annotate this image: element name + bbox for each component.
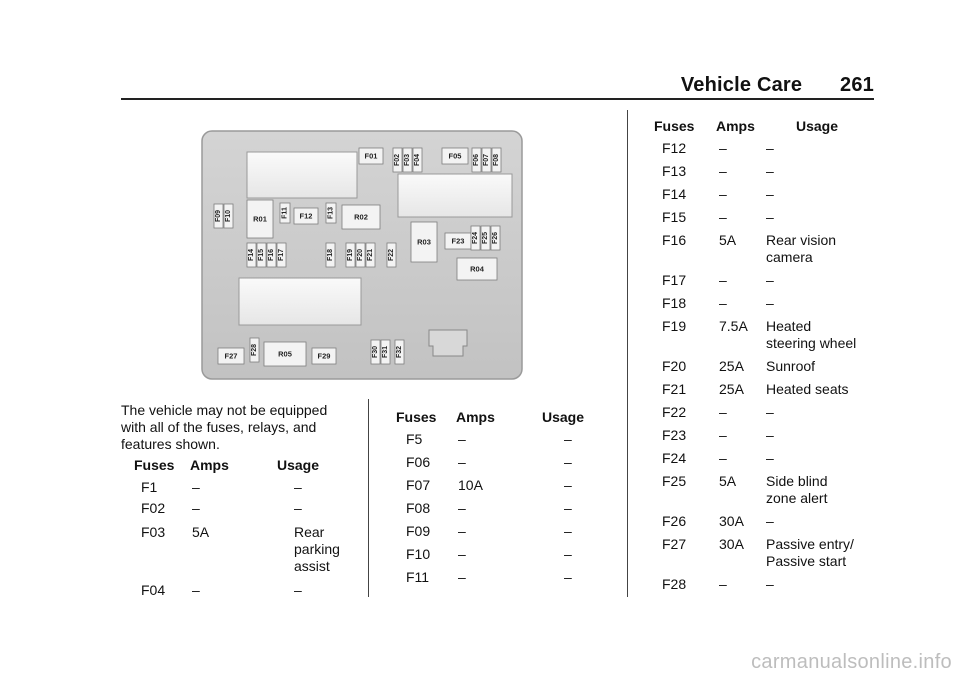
fuse-amps-cell: –	[719, 140, 727, 156]
fuse-row	[654, 295, 878, 318]
fuse-amps-cell: 25A	[719, 358, 744, 374]
relay-r03	[411, 222, 437, 262]
fuse-fuse-cell: F08	[406, 500, 431, 516]
fuse-usage-cell: Heated steering wheel	[766, 318, 857, 351]
fuse-f30	[371, 340, 380, 364]
fuse-usage-cell: Side blind zone alert	[766, 473, 828, 506]
fuse-fuse-cell: F11	[406, 569, 430, 585]
component-label: F23	[451, 236, 465, 246]
fuse-row	[654, 318, 878, 358]
component-label: F14	[248, 248, 255, 262]
fuse-amps-cell: –	[719, 163, 727, 179]
component-label: F20	[357, 248, 364, 262]
column-divider-2	[627, 110, 628, 597]
component-label: F27	[224, 351, 238, 361]
component-label: F17	[278, 248, 285, 262]
fuse-fuse-cell: F21	[662, 381, 687, 397]
fuse-f12	[294, 208, 318, 224]
relay-r02	[342, 205, 380, 229]
fuse-usage-cell: –	[294, 500, 302, 516]
component-label: R02	[354, 212, 368, 222]
relay-r04	[457, 258, 497, 280]
fuse-fuse-cell: F18	[662, 295, 687, 311]
fuse-amps-cell: 7.5A	[719, 318, 748, 334]
fuse-f13	[326, 203, 336, 223]
fuse-f06	[472, 148, 481, 172]
fuse-usage-cell: –	[766, 576, 774, 592]
col-fuses: Fuses	[396, 409, 437, 425]
component-label: F13	[327, 206, 335, 220]
component-label: F08	[493, 153, 500, 167]
col-fuses: Fuses	[134, 457, 175, 473]
fuse-row	[396, 569, 584, 592]
fuse-f10	[224, 204, 233, 228]
fuse-row	[654, 232, 878, 272]
fuse-usage-cell: –	[564, 523, 572, 539]
fuse-f28	[250, 338, 259, 362]
component-label: F04	[414, 153, 421, 167]
connector-socket	[429, 330, 467, 356]
fuse-row	[654, 140, 878, 163]
fuse-row	[654, 536, 878, 576]
fuse-usage-cell: –	[766, 404, 774, 420]
fuse-row	[654, 163, 878, 186]
fuse-f14	[247, 243, 256, 267]
fuse-fuse-cell: F26	[662, 513, 687, 529]
fuse-amps-cell: –	[458, 523, 466, 539]
fuse-fuse-cell: F27	[662, 536, 687, 552]
relay-r05	[264, 342, 306, 366]
fuse-f20	[356, 243, 365, 267]
watermark: carmanualsonline.info	[751, 651, 952, 673]
fuse-f03	[403, 148, 412, 172]
fuse-row	[654, 272, 878, 295]
component-label: F18	[327, 248, 334, 262]
fuse-amps-cell: 10A	[458, 477, 483, 493]
fuse-f07	[482, 148, 491, 172]
fuse-f11	[280, 203, 290, 223]
fuse-usage-cell: Sunroof	[766, 358, 816, 374]
fuse-f24	[471, 226, 480, 250]
component-label: F07	[483, 153, 490, 167]
fuse-row	[396, 431, 584, 454]
fuse-fuse-cell: F14	[662, 186, 687, 202]
fuse-f18	[326, 243, 335, 267]
fuse-fuse-cell: F03	[141, 524, 166, 540]
fuse-f05	[442, 148, 468, 164]
fuse-table-3	[654, 118, 878, 599]
fuse-fuse-cell: F19	[662, 318, 687, 334]
fuse-fuse-cell: F22	[662, 404, 687, 420]
fuse-amps-cell: –	[719, 576, 727, 592]
fuse-usage-cell: –	[766, 427, 774, 443]
fuse-amps-cell: –	[192, 500, 200, 516]
col-fuses: Fuses	[654, 118, 695, 134]
component-label: F32	[396, 345, 403, 359]
fuse-row	[134, 479, 352, 500]
fuse-fuse-cell: F07	[406, 477, 431, 493]
component-label: F21	[367, 248, 374, 262]
fuse-row	[654, 450, 878, 473]
fuse-f27	[218, 348, 244, 364]
fuse-usage-cell: Rear vision camera	[766, 232, 837, 265]
fuse-amps-cell: –	[719, 209, 727, 225]
fuse-f29	[312, 348, 336, 364]
fuse-usage-cell: –	[564, 477, 572, 493]
fuse-amps-cell: –	[458, 454, 466, 470]
col-amps: Amps	[716, 118, 755, 134]
fuse-row	[654, 209, 878, 232]
fuse-amps-cell: 5A	[719, 473, 737, 489]
fuse-amps-cell: –	[192, 479, 200, 495]
relay-r01	[247, 200, 273, 238]
component-label: F19	[347, 248, 354, 262]
fuse-amps-cell: –	[719, 272, 727, 288]
fuse-row	[396, 523, 584, 546]
fuse-row	[654, 404, 878, 427]
component-label: F03	[404, 153, 411, 167]
component-label: F22	[388, 248, 395, 262]
fuse-amps-cell: –	[458, 431, 466, 447]
col-amps: Amps	[190, 457, 229, 473]
fuse-amps-cell: –	[192, 582, 200, 598]
fuse-f19	[346, 243, 355, 267]
fuse-amps-cell: 30A	[719, 513, 744, 529]
fuse-row	[654, 186, 878, 209]
fuse-f15	[257, 243, 266, 267]
fuse-usage-cell: –	[766, 140, 774, 156]
fuse-usage-cell: –	[564, 500, 572, 516]
fuse-f09	[214, 204, 223, 228]
col-usage: Usage	[277, 457, 320, 473]
fuse-usage-cell: –	[294, 582, 302, 598]
fuse-usage-cell: –	[766, 163, 774, 179]
fuse-usage-cell: –	[766, 209, 774, 225]
fuse-fuse-cell: F16	[662, 232, 687, 248]
fuse-fuse-cell: F23	[662, 427, 687, 443]
fuse-fuse-cell: F10	[406, 546, 431, 562]
fuse-amps-cell: –	[458, 546, 466, 562]
fuse-usage-cell: –	[564, 546, 572, 562]
component-label: F09	[215, 209, 222, 223]
fuse-row	[654, 427, 878, 450]
fuse-amps-cell: –	[719, 295, 727, 311]
fuse-usage-cell: –	[766, 272, 774, 288]
fuse-usage-cell: Passive entry/ Passive start	[766, 536, 854, 569]
fuse-fuse-cell: F02	[141, 500, 166, 516]
fuse-f23	[445, 233, 471, 249]
fuse-amps-cell: 30A	[719, 536, 744, 552]
fuse-amps-cell: –	[458, 500, 466, 516]
fuse-usage-cell: –	[766, 295, 774, 311]
component-label: F31	[382, 345, 389, 359]
fuse-f22	[387, 243, 396, 267]
col-usage: Usage	[796, 118, 839, 134]
fuse-fuse-cell: F04	[141, 582, 166, 598]
fuse-f01	[359, 148, 383, 164]
fuse-table-2	[396, 409, 584, 592]
fuse-f16	[267, 243, 276, 267]
fuse-row	[654, 576, 878, 599]
fuse-amps-cell: –	[719, 404, 727, 420]
component-label: F10	[225, 209, 232, 223]
fuse-f31	[381, 340, 390, 364]
component-label: F11	[281, 207, 289, 219]
fuse-amps-cell: –	[719, 450, 727, 466]
header-rule	[121, 98, 874, 100]
fuse-row	[396, 546, 584, 569]
fuse-usage-cell: –	[294, 479, 302, 495]
fuse-row	[654, 513, 878, 536]
fuse-row	[396, 477, 584, 500]
fuse-usage-cell: Rear parking assist	[294, 524, 340, 574]
fuse-fuse-cell: F5	[406, 431, 423, 447]
col-usage: Usage	[542, 409, 585, 425]
column-divider-1	[368, 399, 369, 597]
fuse-fuse-cell: F24	[662, 450, 687, 466]
fuse-fuse-cell: F13	[662, 163, 687, 179]
fuse-f32	[395, 340, 404, 364]
component-label: R04	[470, 264, 484, 274]
component-label: R01	[253, 214, 267, 224]
component-label: F26	[492, 231, 499, 245]
fuse-f04	[413, 148, 422, 172]
fuse-usage-cell: Heated seats	[766, 381, 849, 397]
fuse-table-1	[134, 457, 352, 606]
fuse-amps-cell: –	[719, 427, 727, 443]
page-number: 261	[840, 74, 874, 96]
fuse-row	[134, 582, 352, 606]
fuse-fuse-cell: F12	[662, 140, 687, 156]
fuse-row	[396, 454, 584, 477]
fuse-usage-cell: –	[564, 569, 572, 585]
fuse-row	[654, 473, 878, 513]
fuse-usage-cell: –	[766, 450, 774, 466]
fuse-f17	[277, 243, 286, 267]
fuse-amps-cell: –	[719, 186, 727, 202]
fuse-usage-cell: –	[766, 513, 774, 529]
component-label: F06	[473, 153, 480, 167]
fuse-f26	[491, 226, 500, 250]
fuse-fuse-cell: F15	[662, 209, 687, 225]
component-label: F30	[372, 345, 379, 359]
page-header	[681, 74, 874, 97]
component-label: R03	[417, 237, 431, 247]
fuse-fuse-cell: F28	[662, 576, 687, 592]
fuse-fuse-cell: F25	[662, 473, 687, 489]
fuse-amps-cell: 25A	[719, 381, 744, 397]
component-label: F25	[482, 231, 489, 245]
component-label: F05	[448, 151, 462, 161]
fuse-block-diagram	[201, 130, 523, 380]
component-label: F15	[258, 248, 265, 262]
fuse-usage-cell: –	[766, 186, 774, 202]
fuse-row	[396, 500, 584, 523]
fuse-amps-cell: 5A	[719, 232, 737, 248]
fuse-row	[134, 524, 352, 582]
fuse-row	[654, 358, 878, 381]
fuse-usage-cell: –	[564, 454, 572, 470]
fuse-f08	[492, 148, 501, 172]
equipment-note: The vehicle may not be equipped with all of the fuses, relays, and features shown.	[121, 402, 328, 452]
component-label: F28	[251, 343, 258, 357]
fuse-f21	[366, 243, 375, 267]
component-label: F02	[394, 153, 401, 167]
component-label: F12	[299, 211, 313, 221]
fuse-fuse-cell: F06	[406, 454, 431, 470]
fuse-fuse-cell: F1	[141, 479, 158, 495]
fuse-fuse-cell: F17	[662, 272, 687, 288]
col-amps: Amps	[456, 409, 495, 425]
fuse-f02	[393, 148, 402, 172]
component-label: R05	[278, 349, 292, 359]
component-label: F29	[317, 351, 331, 361]
fuse-usage-cell: –	[564, 431, 572, 447]
component-label: F16	[268, 248, 275, 262]
fuse-row	[134, 500, 352, 524]
fuse-fuse-cell: F20	[662, 358, 687, 374]
component-label: F24	[472, 231, 479, 245]
fuse-row	[654, 381, 878, 404]
component-label: F01	[364, 151, 378, 161]
section-title: Vehicle Care	[680, 74, 803, 96]
fuse-amps-cell: –	[458, 569, 466, 585]
fuse-f25	[481, 226, 490, 250]
fuse-fuse-cell: F09	[406, 523, 431, 539]
fuse-amps-cell: 5A	[192, 524, 210, 540]
